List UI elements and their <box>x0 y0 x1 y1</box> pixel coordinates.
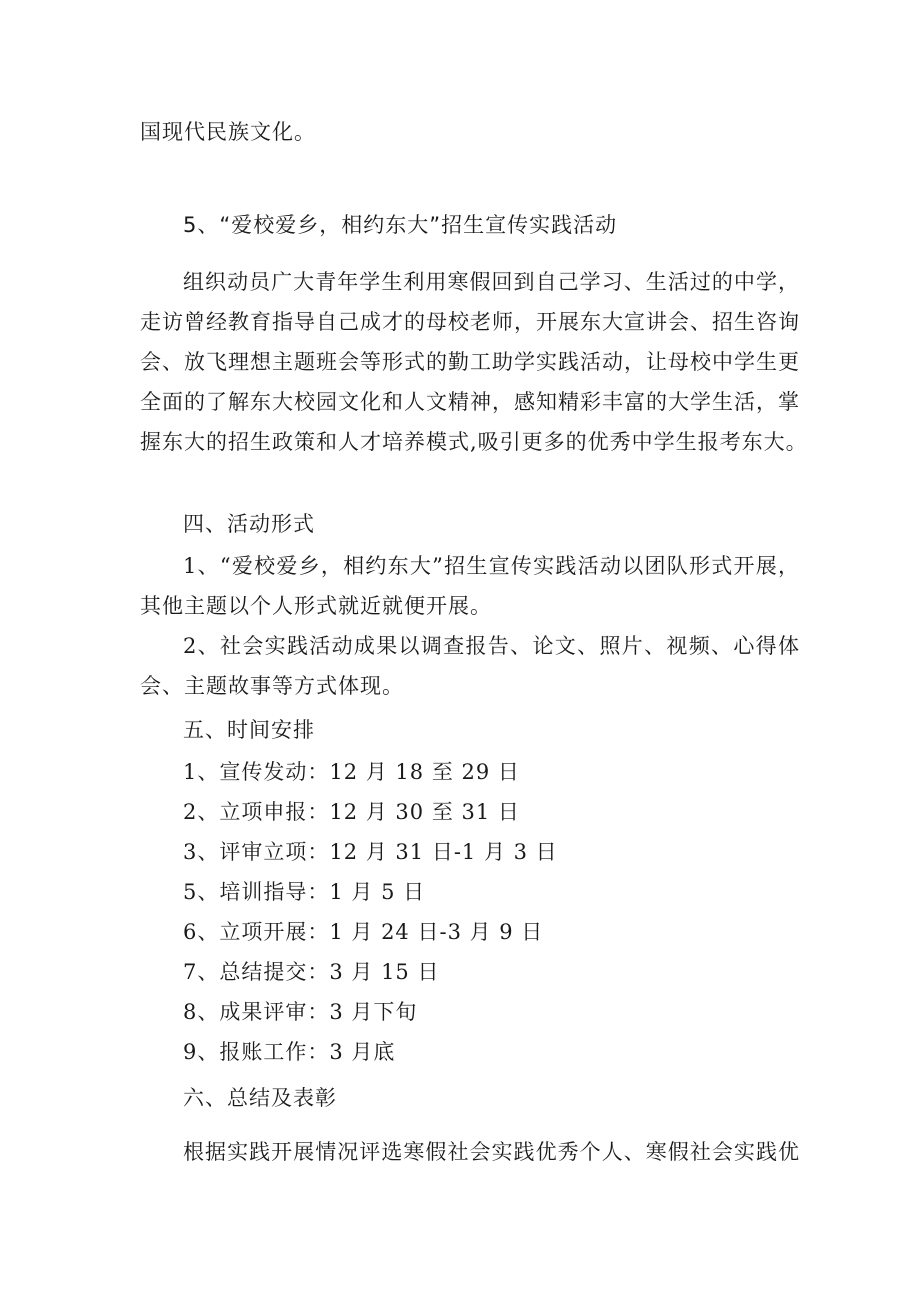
section-four-item-2-line-1: 2、社会实践活动成果以调查报告、论文、照片、视频、心得体 <box>183 634 800 658</box>
section-5-line-3: 会、放飞理想主题班会等形式的勤工助学实践活动，让母校中学生更 <box>140 350 800 374</box>
schedule-item: 9、报账工作：3 月底 <box>183 1040 396 1064</box>
section-four-item-1-line-1: 1、“爱校爱乡，相约东大”招生宣传实践活动以团队形式开展， <box>183 554 800 578</box>
section-5-line-1: 组织动员广大青年学生利用寒假回到自己学习、生活过的中学， <box>183 270 800 294</box>
section-six-heading: 六、总结及表彰 <box>183 1086 337 1110</box>
section-five-heading: 五、时间安排 <box>183 718 315 742</box>
schedule-item: 7、总结提交：3 月 15 日 <box>183 960 440 984</box>
section-5-line-2: 走访曾经教育指导自己成才的母校老师，开展东大宣讲会、招生咨询 <box>140 310 800 334</box>
schedule-item: 3、评审立项：12 月 31 日-1 月 3 日 <box>183 840 558 864</box>
schedule-item: 2、立项申报：12 月 30 至 31 日 <box>183 800 520 824</box>
section-5-heading: 5、“爱校爱乡，相约东大”招生宣传实践活动 <box>183 213 618 237</box>
section-four-heading: 四、活动形式 <box>183 512 315 536</box>
schedule-item: 6、立项开展：1 月 24 日-3 月 9 日 <box>183 920 544 944</box>
schedule-item: 5、培训指导：1 月 5 日 <box>183 880 426 904</box>
section-four-item-2-line-2: 会、主题故事等方式体现。 <box>140 674 404 698</box>
section-5-line-4: 全面的了解东大校园文化和人文精神，感知精彩丰富的大学生活，掌 <box>140 390 800 414</box>
schedule-item: 8、成果评审：3 月下旬 <box>183 1000 418 1024</box>
schedule-item: 1、宣传发动：12 月 18 至 29 日 <box>183 760 520 784</box>
paragraph-continuation: 国现代民族文化。 <box>140 120 316 144</box>
section-5-line-5: 握东大的招生政策和人才培养模式,吸引更多的优秀中学生报考东大。 <box>140 430 808 454</box>
section-four-item-1-line-2: 其他主题以个人形式就近就便开展。 <box>140 594 492 618</box>
section-six-line-1: 根据实践开展情况评选寒假社会实践优秀个人、寒假社会实践优 <box>183 1140 800 1164</box>
